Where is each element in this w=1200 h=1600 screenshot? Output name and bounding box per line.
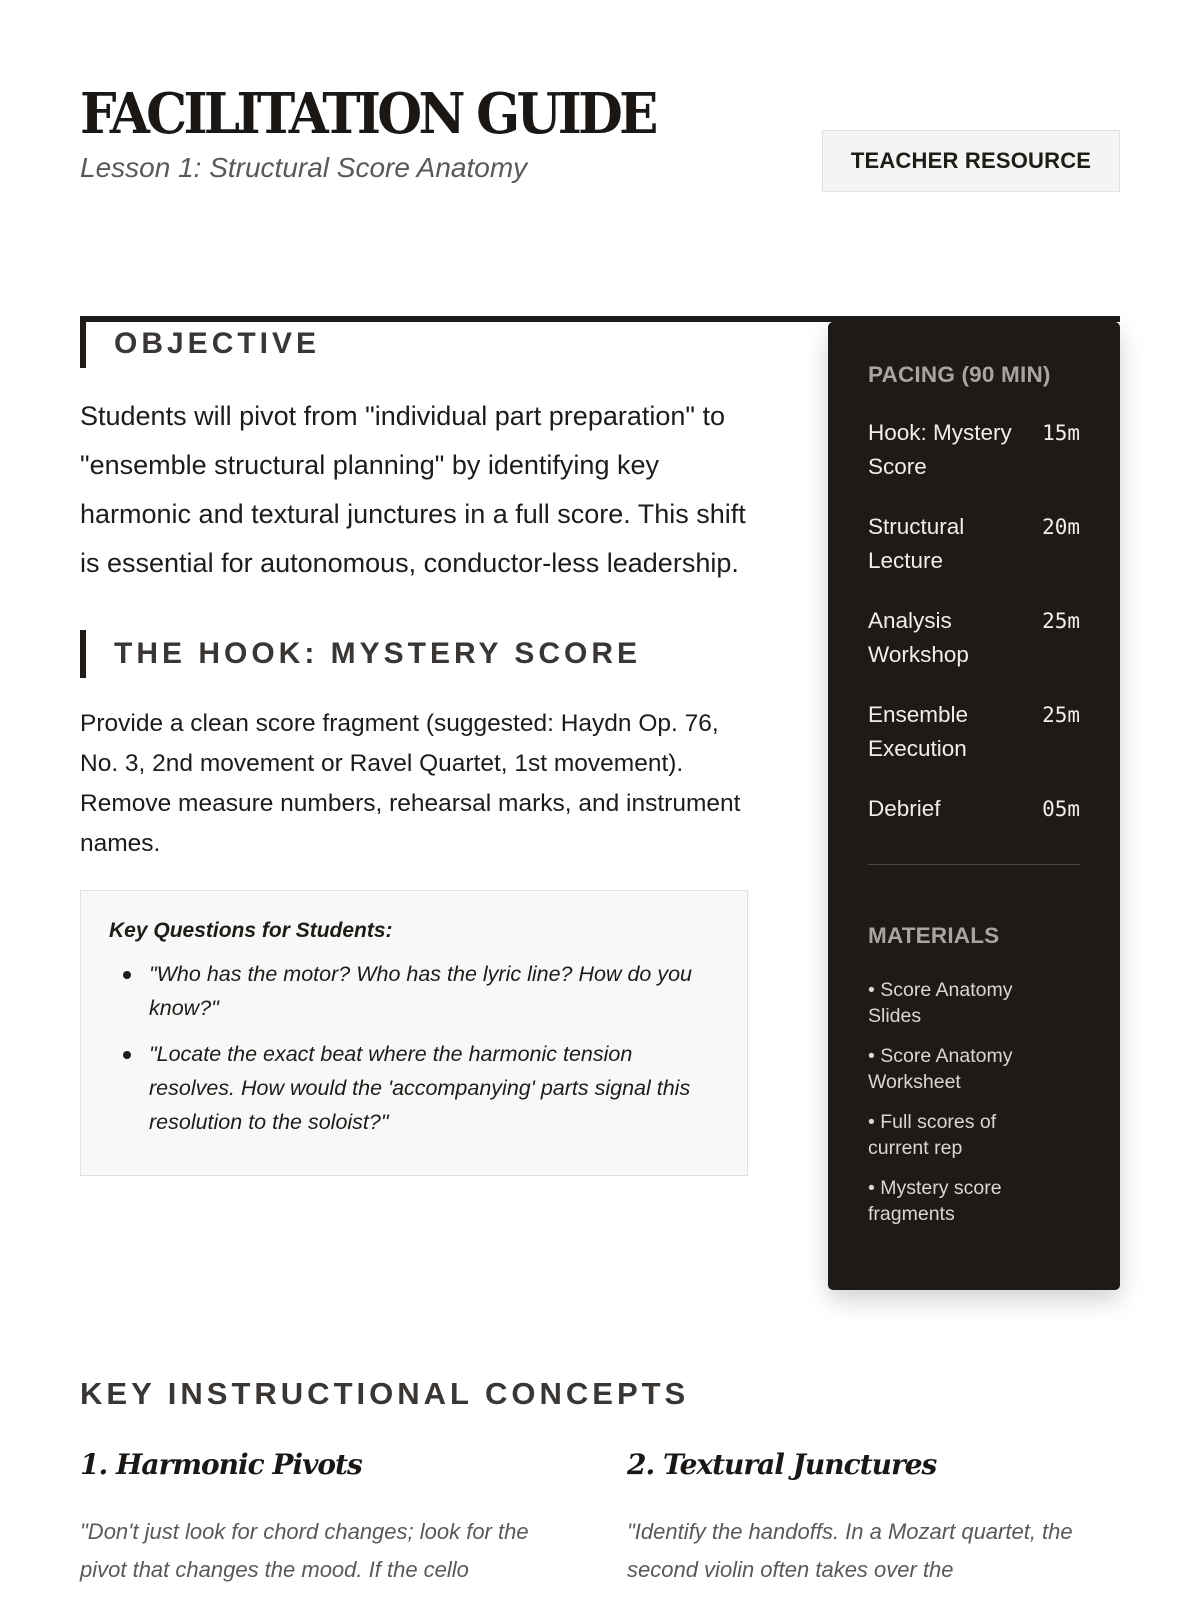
key-questions-box [80, 890, 748, 1176]
pacing-heading: PACING (90 MIN) [868, 362, 1051, 387]
bullet-icon [123, 971, 131, 979]
sidebar-divider [868, 864, 1080, 865]
pacing-time: 05m [1042, 797, 1080, 821]
page-title: FACILITATION GUIDE [80, 81, 655, 147]
pacing-sidebar [828, 322, 1120, 1290]
material-item: • Mystery score fragments [868, 1177, 1002, 1225]
hook-heading: THE HOOK: MYSTERY SCORE [80, 630, 748, 678]
concept-card [80, 1448, 573, 1589]
question-text: "Who has the motor? Who has the lyric line? How do you know?" [149, 962, 693, 1020]
question-text: "Locate the exact beat where the harmonic tension resolves. How would the 'accompanying' parts signal this resolution to the soloist?" [149, 1042, 691, 1134]
teacher-resource-badge: TEACHER RESOURCE [822, 130, 1120, 192]
hook-text: Provide a clean score fragment (suggested: Haydn Op. 76, No. 3, 2nd movement or Ravel Quartet, 1st movement). Remove measure numbers, rehearsal marks, and instrument names. [80, 710, 741, 857]
pacing-row [868, 416, 1080, 484]
pacing-label: Analysis Workshop [868, 608, 969, 667]
key-concepts-section [80, 1376, 1120, 1589]
objective-heading: OBJECTIVE [80, 320, 748, 368]
pacing-list [868, 416, 1080, 826]
hook-section [80, 630, 748, 1176]
concept-title: 1. Harmonic Pivots [80, 1448, 362, 1481]
pacing-label: Debrief [868, 796, 941, 821]
material-item: • Score Anatomy Slides [868, 979, 1013, 1027]
pacing-row [868, 792, 1080, 826]
pacing-time: 20m [1042, 515, 1080, 539]
pacing-row [868, 510, 1080, 578]
pacing-time: 25m [1042, 703, 1080, 727]
key-questions-list [109, 957, 719, 1139]
lesson-subtitle: Lesson 1: Structural Score Anatomy [80, 152, 528, 183]
pacing-label: Structural Lecture [868, 514, 965, 573]
question-item [109, 957, 719, 1025]
pacing-row [868, 604, 1080, 672]
concept-title: 2. Textural Junctures [627, 1448, 937, 1481]
pacing-label: Ensemble Execution [868, 702, 969, 761]
pacing-time: 15m [1042, 421, 1080, 445]
materials-heading: MATERIALS [868, 923, 1000, 948]
pacing-time: 25m [1042, 609, 1080, 633]
concept-grid [80, 1448, 1120, 1589]
key-concepts-heading: KEY INSTRUCTIONAL CONCEPTS [80, 1376, 690, 1411]
concept-quote: "Don't just look for chord changes; look for the pivot that changes the mood. If the cello [80, 1519, 529, 1582]
objective-section [80, 320, 748, 588]
objective-text: Students will pivot from "individual part preparation" to "ensemble structural planning" by identifying key harmonic and textural junctures in a full score. This shift is essential for autonomous, conductor-less leadership. [80, 401, 746, 578]
material-item: • Score Anatomy Worksheet [868, 1045, 1013, 1093]
pacing-row [868, 698, 1080, 766]
material-item: • Full scores of current rep [868, 1111, 997, 1159]
question-item [109, 1037, 719, 1139]
main-column [80, 320, 748, 1176]
concept-quote: "Identify the handoffs. In a Mozart quartet, the second violin often takes over the [627, 1519, 1073, 1582]
page-header [80, 82, 1120, 242]
concept-card [627, 1448, 1120, 1589]
pacing-label: Hook: Mystery Score [868, 420, 1012, 479]
key-questions-title: Key Questions for Students: [109, 919, 393, 942]
bullet-icon [123, 1051, 131, 1059]
materials-list [868, 977, 1080, 1227]
